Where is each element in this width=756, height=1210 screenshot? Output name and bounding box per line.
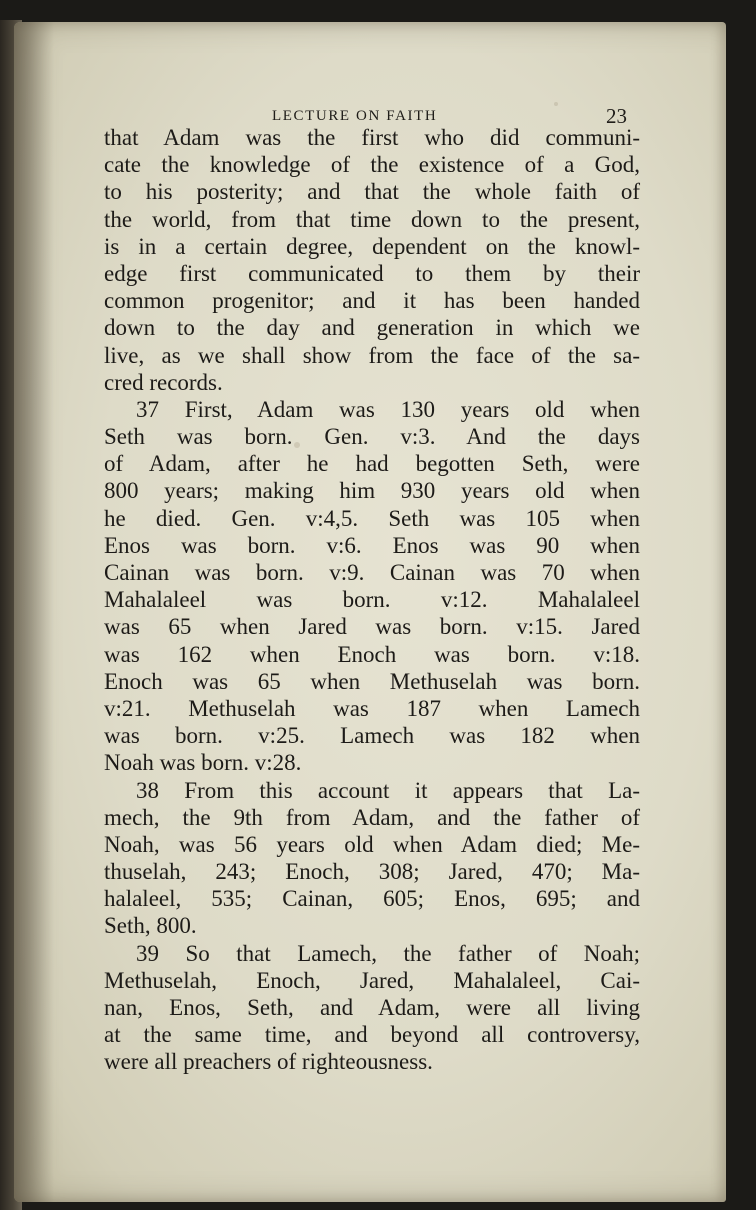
text-line: v:21. Methuselah was 187 when Lamech [104,695,640,721]
text-line: mech, the 9th from Adam, and the father of [104,804,640,830]
text-line: at the same time, and beyond all controversy, [104,1022,640,1048]
text-line: he died. Gen. v:4,5. Seth was 105 when [104,505,640,531]
text-line: thuselah, 243; Enoch, 308; Jared, 470; Ma- [104,859,640,885]
body-text [104,124,640,1076]
text-line: the world, from that time down to the present, [104,206,640,232]
paragraph-37-start: 37 First, Adam was 130 years old when [136,396,640,422]
text-line: Methuselah, Enoch, Jared, Mahalaleel, Cai- [104,967,640,993]
text-line: that Adam was the first who did communi- [104,125,640,150]
text-line: Mahalaleel was born. v:12. Mahalaleel [104,587,640,613]
text-line: was 162 when Enoch was born. v:18. [104,641,640,667]
paragraph-39-start: 39 So that Lamech, the father of Noah; [136,940,640,966]
text-line: Noah was born. v:28. [104,750,302,776]
text-line: Cainan was born. v:9. Cainan was 70 when [104,560,640,585]
text-line: was born. v:25. Lamech was 182 when [104,723,640,749]
text-line: Seth was born. Gen. v:3. And the days [104,424,640,450]
text-line: edge first communicated to them by their [104,260,640,286]
running-head-title: LECTURE ON FAITH [272,108,438,124]
text-line: was 65 when Jared was born. v:15. Jared [104,614,640,640]
text-line: common progenitor; and it has been handed [104,288,640,314]
text-line: Seth, 800. [104,913,197,939]
page-number: 23 [606,104,627,128]
text-line: were all preachers of righteousness. [104,1049,433,1075]
text-line: live, as we shall show from the face of the sa- [104,342,640,368]
text-line: Noah, was 56 years old when Adam died; Me- [104,831,640,857]
paragraph-38-start: 38 From this account it appears that La- [136,777,640,803]
text-line: halaleel, 535; Cainan, 605; Enos, 695; and [104,886,640,912]
text-line: Enoch was 65 when Methuselah was born. [104,668,640,694]
text-line: cate the knowledge of the existence of a God, [104,152,640,178]
text-line: to his posterity; and that the whole faith of [104,179,640,205]
text-line: Enos was born. v:6. Enos was 90 when [104,532,640,558]
text-line: of Adam, after he had begotten Seth, were [104,451,640,477]
text-line: down to the day and generation in which we [104,315,640,341]
gutter-shadow [14,22,54,1202]
text-line: is in a certain degree, dependent on the knowl- [104,233,640,259]
text-line: cred records. [104,369,223,395]
text-line: nan, Enos, Seth, and Adam, were all living [104,995,640,1020]
text-line: 800 years; making him 930 years old when [104,478,640,504]
